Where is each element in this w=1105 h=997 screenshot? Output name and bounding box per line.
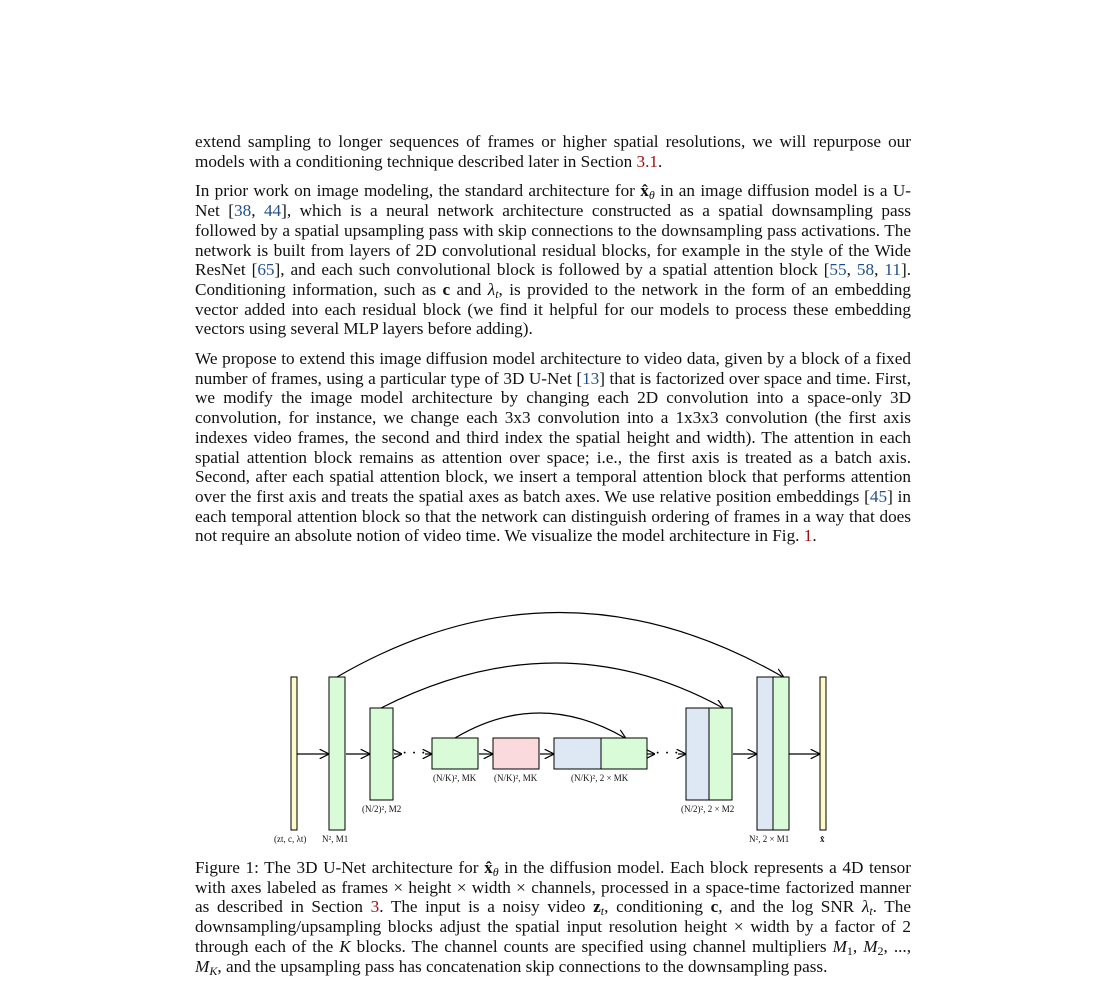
citation-link[interactable]: 1 — [803, 526, 813, 546]
up-block-2-skip — [686, 708, 709, 800]
citation-link[interactable]: 45 — [869, 486, 888, 506]
text-run: ]. Conditioning information, such as — [195, 260, 912, 299]
text-run: c — [442, 279, 451, 299]
down-block-2 — [370, 708, 393, 800]
text-run: M — [832, 936, 847, 956]
label-level-k-down: (N/K)², MK — [433, 773, 477, 783]
ellipsis-right: · · · — [655, 745, 679, 762]
text-run: x̂ — [484, 858, 493, 877]
citation-link[interactable]: 44 — [263, 201, 282, 221]
up-block-1 — [773, 677, 789, 830]
text-run: in the diffusion model. Each block represents a 4D tensor with axes labeled as frames × height × width × channels, processed in a space-time factorized manner as described in Section — [195, 858, 911, 917]
text-run: λ — [861, 897, 870, 917]
text-run: . — [812, 526, 817, 546]
text-run: K — [339, 936, 351, 956]
text-run: K — [209, 963, 218, 978]
text-run: z — [593, 897, 601, 917]
text-run: , — [852, 936, 864, 956]
text-run: . The input is a noisy video — [379, 897, 594, 917]
citation-link[interactable]: 11 — [884, 260, 901, 280]
label-level-1-up: N², 2 × M1 — [749, 834, 790, 844]
text-run: 2 — [877, 943, 884, 958]
paragraph — [195, 132, 911, 171]
text-run: blocks. The channel counts are specified using channel multipliers — [350, 936, 833, 956]
citation-link[interactable]: 3.1 — [636, 151, 658, 171]
up-block-1-skip — [757, 677, 773, 830]
middle-block — [493, 738, 539, 769]
text-run: λ — [487, 279, 496, 299]
label-level-2-up: (N/2)², 2 × M2 — [681, 804, 735, 814]
text-run: in an image diffusion model is a U-Net [ — [195, 181, 911, 221]
text-run: , — [251, 201, 264, 221]
text-run: t — [600, 904, 605, 919]
text-run: , — [846, 260, 857, 280]
body-text — [195, 132, 911, 556]
text-run: In prior work on image modeling, the standard architecture for — [195, 181, 641, 201]
text-run: extend sampling to longer sequences of frames or higher spatial resolutions, we will repurpose our models with a conditioning technique described later in Section — [195, 132, 911, 171]
input-block — [291, 677, 297, 830]
text-run: c — [710, 897, 719, 917]
text-run: , is provided to the network in the form of an embedding vector added into each residual block (we find it helpful for our models to process these embedding vectors using several MLP layers before adding). — [195, 279, 911, 339]
down-block-1 — [329, 677, 345, 830]
text-run: ], which is a neural network architecture constructed as a spatial downsampling pass followed by a spatial upsampling pass with skip connections to the downsampling pass activations. The network is built from layers of 2D convolutional residual blocks, for example in the style of the Wide ResNet [ — [195, 201, 911, 280]
up-block-k-skip — [554, 738, 601, 769]
figure-caption — [195, 858, 911, 976]
output-block — [820, 677, 826, 830]
citation-link[interactable]: 55 — [829, 260, 847, 280]
text-run: M — [863, 936, 878, 956]
citation-link[interactable]: 3 — [370, 897, 380, 917]
text-run: t — [495, 286, 499, 301]
label-level-2: (N/2)², M2 — [362, 804, 402, 814]
label-level-k-mid: (N/K)², MK — [494, 773, 538, 783]
text-run: t — [869, 904, 873, 919]
text-run: 1 — [846, 943, 853, 958]
text-run: θ — [492, 865, 499, 879]
text-run: ] that is factorized over space and time. First, we modify the image model architecture by changing each 2D convolution into a space-only 3D convolution, for instance, we change each 3x3 convolution into a 1x3x3 convolution (the first axis indexes video frames, the second and third index the spatial height and width). The attention in each spatial attention block remains as attention over space; i.e., the first axis is treated as a batch axis. Second, after each spatial attention block, we insert a temporal attention block that performs attention over the first axis and treats the spatial axes as batch axes. We use relative position embeddings [ — [195, 368, 911, 506]
text-run: , and the upsampling pass has concatenation skip connections to the downsampling pass. — [217, 956, 828, 976]
citation-link[interactable]: 58 — [856, 260, 875, 280]
up-block-2 — [709, 708, 732, 800]
text-run: and — [450, 279, 488, 299]
text-run: θ — [648, 188, 655, 203]
text-run: , conditioning — [604, 897, 711, 917]
text-run: , — [874, 260, 885, 280]
label-output: x̂ — [820, 834, 825, 844]
skip-arc-middle — [381, 663, 723, 708]
unet-figure — [262, 598, 842, 853]
text-run: , ..., — [883, 936, 911, 956]
text-run: Figure 1: The 3D U-Net architecture for — [195, 858, 485, 877]
skip-arc-outer — [337, 613, 783, 678]
text-run: , and the log SNR — [718, 897, 862, 917]
text-run: ], and each such convolutional block is followed by a spatial attention block [ — [274, 260, 830, 280]
citation-link[interactable]: 65 — [257, 260, 275, 280]
label-level-k-up: (N/K)², 2 × MK — [571, 773, 629, 783]
skip-arc-inner — [455, 713, 625, 738]
paragraph — [195, 349, 911, 546]
text-run: . The downsampling/upsampling blocks adjust the spatial input resolution height × width by a factor of 2 through each of the — [195, 897, 911, 956]
paragraph — [195, 181, 911, 339]
text-run: We propose to extend this image diffusion model architecture to video data, given by a block of a fixed number of frames, using a particular type of 3D U-Net [ — [195, 349, 911, 388]
text-run: ] in each temporal attention block so that the network can distinguish ordering of frames in a way that does not require an absolute notion of video time. We visualize the model architecture in Fig. — [195, 486, 912, 546]
ellipsis-left: · · · — [402, 745, 426, 762]
down-block-k — [432, 738, 478, 769]
citation-link[interactable]: 13 — [582, 368, 600, 388]
text-run: M — [195, 956, 210, 976]
up-block-k — [601, 738, 647, 769]
text-run: . — [658, 151, 663, 171]
citation-link[interactable]: 38 — [234, 201, 252, 221]
label-level-1: N², M1 — [322, 834, 349, 844]
label-input: (zt, c, λt) — [274, 834, 307, 844]
text-run: x̂ — [640, 181, 649, 201]
